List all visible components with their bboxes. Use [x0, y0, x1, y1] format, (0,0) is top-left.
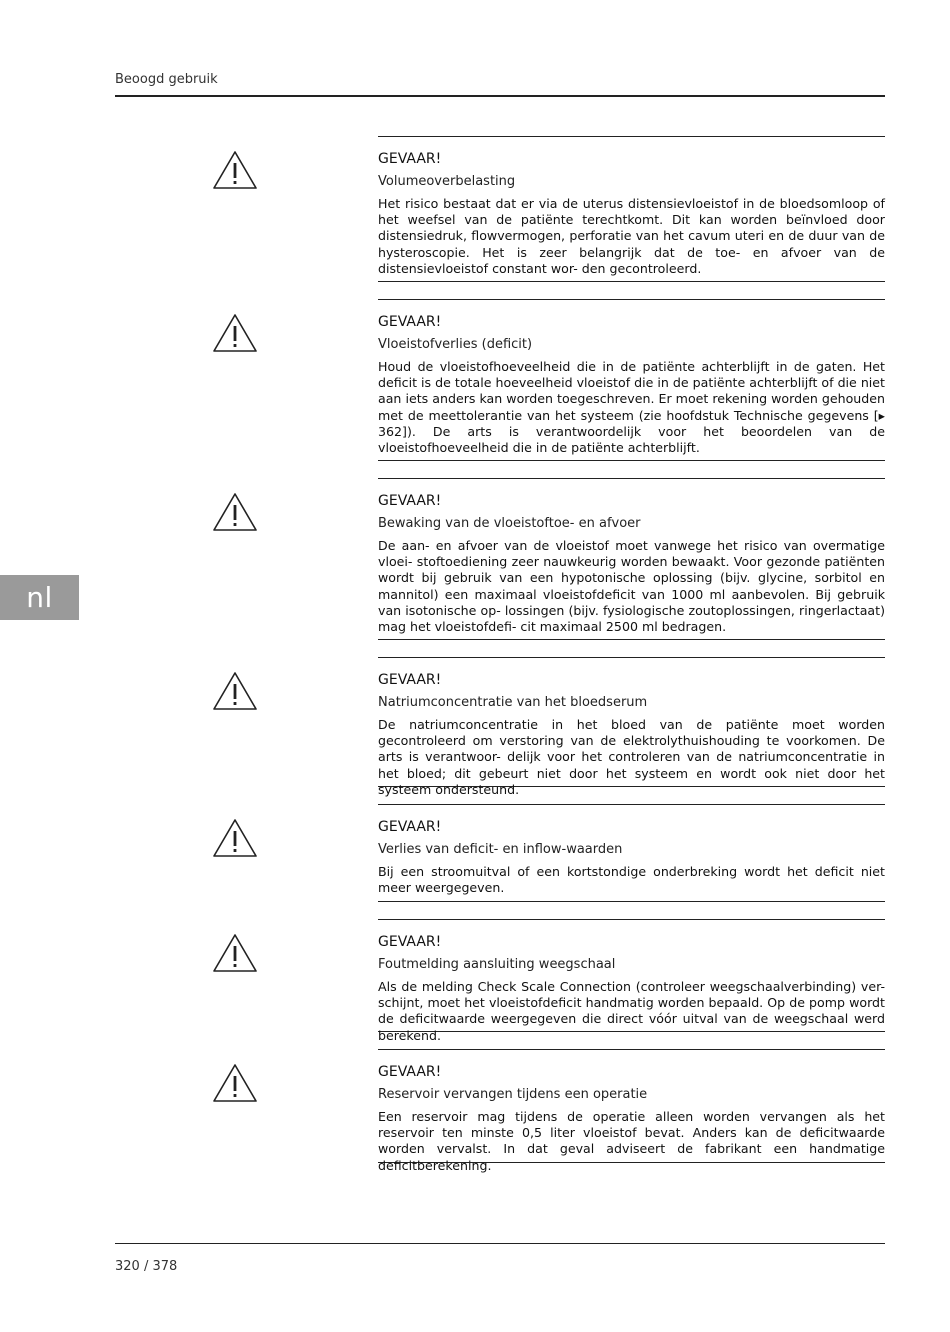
warning-body: Als de melding Check Scale Connection (controleer weegschaalverbinding) ver- schijnt, moet het vloeistofdeficit handmatig worden bepaald. Op de pomp wordt de deficitwaarde weergegeven die direct vóór uitval van de weegschaal werd berekend. [378, 979, 885, 1043]
warning-heading: GEVAAR! [378, 819, 442, 835]
warning-body: Bij een stroomuitval of een kortstondige onderbreking wordt het deficit niet meer weergegeven. [378, 864, 885, 896]
warning-heading: GEVAAR! [378, 934, 442, 950]
header-title: Beoogd gebruik [115, 72, 218, 87]
warning-triangle-icon [212, 818, 258, 858]
warning-block [378, 299, 885, 461]
warning-subtitle: Foutmelding aansluiting weegschaal [378, 957, 616, 972]
warning-triangle-icon [212, 671, 258, 711]
warning-triangle-icon [212, 1063, 258, 1103]
warning-triangle-icon [212, 150, 258, 190]
warning-subtitle: Bewaking van de vloeistoftoe- en afvoer [378, 516, 641, 531]
warning-body: Het risico bestaat dat er via de uterus distensievloeistof in de bloedsomloop of het weefsel van de patiënte terechtkomt. Dit kan worden beïnvloed door distensiedruk, flowvermogen, perforatie van het cavum uteri en de duur van de hysteroscopie. Het is zeer belangrijk dat de toe- en afvoer van de distensievloeistof constant wor- den gecontroleerd. [378, 196, 885, 276]
warning-block [378, 478, 885, 640]
warning-block [378, 919, 885, 1043]
warning-block [378, 804, 885, 902]
warning-triangle-icon [212, 492, 258, 532]
footer-divider [115, 1243, 885, 1244]
warning-subtitle: Volumeoverbelasting [378, 174, 516, 189]
header-divider [115, 95, 885, 97]
warning-heading: GEVAAR! [378, 1064, 442, 1080]
language-tab [0, 575, 79, 620]
warning-subtitle: Reservoir vervangen tijdens een operatie [378, 1087, 648, 1102]
warning-subtitle: Verlies van deficit- en inflow-waarden [378, 842, 623, 857]
warning-block [378, 657, 885, 797]
warning-block [378, 1049, 885, 1173]
warning-heading: GEVAAR! [378, 493, 442, 509]
warning-heading: GEVAAR! [378, 672, 442, 688]
warning-triangle-icon [212, 933, 258, 973]
language-tab-label: nl [26, 581, 53, 614]
warning-subtitle: Vloeistofverlies (deficit) [378, 337, 533, 352]
warning-body: De aan- en afvoer van de vloeistof moet vanwege het risico van overmatige vloei- stoftoediening zeer nauwkeurig worden bewaakt. Voor gezonde patiënten wordt bij gebruik van een hypotonische oplossing (bijv. glycine, sorbitol en mannitol) een maximaal vloeistofdeficit van 1000 ml aanbevolen. Bij gebruik van isotonische op- lossingen (bijv. fysiologische zoutoplossingen, ringerlactaat) mag het vloeistofdefi- cit maximaal 2500 ml bedragen. [378, 538, 885, 635]
warning-heading: GEVAAR! [378, 151, 442, 167]
warning-body: De natriumconcentratie in het bloed van de patiënte moet worden gecontroleerd om verstoring van de elektrolythuishouding te voorkomen. De arts is verantwoor- delijk voor het controleren van de natriumconcentratie in het bloed; dit gebeurt niet door het systeem en wordt ook niet door het systeem ondersteund. [378, 717, 885, 797]
warning-heading: GEVAAR! [378, 314, 442, 330]
page-number: 320 / 378 [115, 1259, 178, 1274]
warning-body: Een reservoir mag tijdens de operatie alleen worden vervangen als het reservoir ten minste 0,5 liter vloeistof bevat. Anders kan de deficitwaarde worden vervalst. In dat geval adviseert de fabrikant een handmatige deficitberekening. [378, 1109, 885, 1173]
warning-block [378, 136, 885, 282]
warning-subtitle: Natriumconcentratie van het bloedserum [378, 695, 648, 710]
warning-body: Houd de vloeistofhoeveelheid die in de patiënte achterblijft in de gaten. Het deficit is de totale hoeveelheid vloeistof die in de patiënte achterblijft of die niet aan iets anders kan worden toegeschreven. Er moet rekening worden gehouden met de meettolerantie van het systeem (zie hoofdstuk Technische gegevens [▸ 362]). De arts is verantwoordelijk voor het beoordelen van de vloeistofhoeveelheid die in de patiënte achterblijft. [378, 359, 885, 456]
warning-triangle-icon [212, 313, 258, 353]
